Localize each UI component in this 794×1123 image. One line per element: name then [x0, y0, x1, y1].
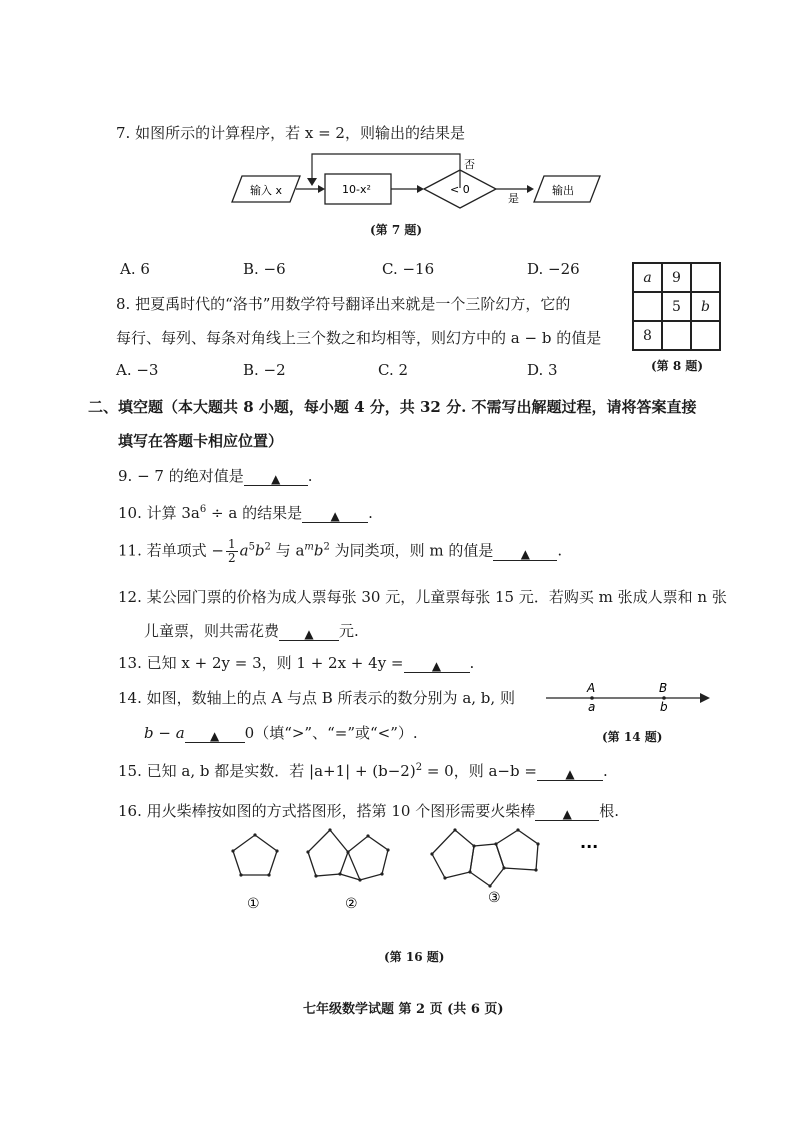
figure3-pentagon-right	[496, 830, 538, 870]
q16-matchstick-figures	[220, 822, 620, 922]
blank-triangle-icon: ▲	[330, 509, 340, 523]
q11-text: 11. 若单项式 −	[118, 541, 224, 560]
flow-condition-label: < 0	[450, 183, 470, 196]
q14-answer-blank[interactable]	[185, 726, 245, 743]
page-footer: 七年级数学试题 第 2 页 (共 6 页)	[303, 1002, 504, 1017]
q14-line2: b − a ▲ 0（填“>”、“=”或“<”）.	[144, 724, 418, 743]
label-A: A	[587, 681, 596, 695]
q7-option-d: D. −26	[527, 260, 580, 278]
magic-square-cell: 8	[633, 321, 662, 350]
magic-square-cell: 9	[662, 263, 691, 292]
q12-line2: 儿童票，则共需花费 ▲ 元.	[144, 622, 359, 641]
blank-triangle-icon: ▲	[304, 627, 314, 641]
q9-text: 9. − 7 的绝对值是	[118, 467, 244, 485]
q13: 13. 已知 x + 2y = 3，则 1 + 2x + 4y = ▲ .	[118, 654, 475, 673]
figure3-pentagon-middle	[470, 844, 504, 886]
q8-option-d: D. 3	[527, 361, 558, 379]
q8-option-a: A. −3	[116, 361, 159, 379]
magic-square-cell: b	[691, 292, 720, 321]
q8-stem-line2: 每行、每列、每条对角线上三个数之和均相等，则幻方中的 a − b 的值是	[116, 329, 602, 347]
q11-answer-blank[interactable]	[493, 544, 557, 561]
q15-answer-blank[interactable]	[537, 764, 603, 781]
q10: 10. 计算 $3a^6 \div a$ 的结果是 ▲ .	[118, 504, 373, 523]
q7-stem: 7. 如图所示的计算程序，若 x = 2，则输出的结果是	[116, 124, 465, 142]
flow-input-label: 输入 x	[250, 184, 283, 197]
q8-magic-square	[632, 262, 721, 351]
q8-option-b: B. −2	[243, 361, 286, 379]
blank-triangle-icon: ▲	[520, 546, 531, 561]
figure1-label: ①	[247, 896, 260, 912]
flow-yes-label: 是	[508, 192, 519, 205]
flow-loop-line	[312, 154, 460, 188]
figure2-pentagon-left	[308, 830, 348, 876]
flow-output-label: 输出	[552, 184, 574, 197]
q7-option-a: A. 6	[120, 260, 150, 278]
figure2-label: ②	[345, 896, 358, 912]
q7-option-b: B. −6	[243, 260, 286, 278]
q9-answer-blank[interactable]	[244, 469, 308, 486]
q8-caption: (第 8 题)	[651, 359, 704, 373]
blank-triangle-icon: ▲	[565, 767, 575, 781]
q12-answer-blank[interactable]	[279, 624, 339, 641]
magic-square-cell	[662, 321, 691, 350]
q16-answer-blank[interactable]	[535, 804, 599, 821]
magic-square-cell	[691, 321, 720, 350]
q11-fraction: $\frac{1}{2}$	[227, 537, 236, 565]
q7-flowchart	[228, 148, 608, 218]
flow-compute-label: 10-x²	[342, 183, 371, 196]
magic-square-cell	[633, 292, 662, 321]
label-b: b	[660, 700, 668, 714]
figure3-pentagon-left	[432, 830, 474, 878]
magic-square-cell: 5	[662, 292, 691, 321]
figure-ellipsis: ···	[580, 837, 599, 856]
q10-answer-blank[interactable]	[302, 506, 368, 523]
q16: 16. 用火柴棒按如图的方式搭图形，搭第 10 个图形需要火柴棒 ▲ 根.	[118, 802, 620, 821]
q11: 11. 若单项式 − $\frac{1}{2}$ $a^5b^2$ 与 $a^mb^2$ 为同类项，则 m 的值是 ▲ .	[118, 537, 563, 565]
q14-number-line	[540, 678, 720, 718]
q16-caption: (第 16 题)	[384, 950, 445, 964]
magic-square-cell	[691, 263, 720, 292]
label-B: B	[659, 681, 668, 695]
magic-square-cell: a	[633, 263, 662, 292]
label-a: a	[588, 700, 596, 714]
q15: 15. 已知 a, b 都是实数．若 $|a+1| + (b-2)^2 = 0$，则 a−b = ▲ .	[118, 762, 608, 781]
blank-triangle-icon: ▲	[210, 729, 220, 743]
q7-caption: (第 7 题)	[370, 223, 423, 237]
q7-option-c: C. −16	[382, 260, 435, 278]
q9: 9. − 7 的绝对值是 ▲ .	[118, 467, 313, 486]
number-line-arrowhead	[700, 693, 710, 703]
q8-stem-line1: 8. 把夏禹时代的“洛书”用数学符号翻译出来就是一个三阶幻方，它的	[116, 295, 571, 313]
q14-caption: (第 14 题)	[602, 730, 663, 744]
flow-no-label: 否	[464, 158, 475, 171]
q13-answer-blank[interactable]	[404, 656, 470, 673]
q8-option-c: C. 2	[378, 361, 409, 379]
figure1-pentagon	[233, 835, 277, 875]
section2-title-line1: 二、填空题（本大题共 8 小题，每小题 4 分，共 32 分. 不需写出解题过程，请将答案直接	[88, 398, 697, 416]
q12-line1: 12. 某公园门票的价格为成人票每张 30 元，儿童票每张 15 元．若购买 m 张成人票和 n 张	[118, 588, 727, 606]
blank-triangle-icon: ▲	[271, 472, 281, 486]
blank-triangle-icon: ▲	[431, 659, 442, 673]
flow-loop-arrowhead	[307, 178, 317, 186]
q14-line1: 14. 如图，数轴上的点 A 与点 B 所表示的数分别为 a, b, 则	[118, 689, 515, 707]
section2-title-line2: 填写在答题卡相应位置）	[118, 432, 284, 450]
blank-triangle-icon: ▲	[562, 807, 572, 821]
q10-text: 10. 计算 3a	[118, 504, 200, 522]
figure3-label: ③	[488, 890, 501, 906]
